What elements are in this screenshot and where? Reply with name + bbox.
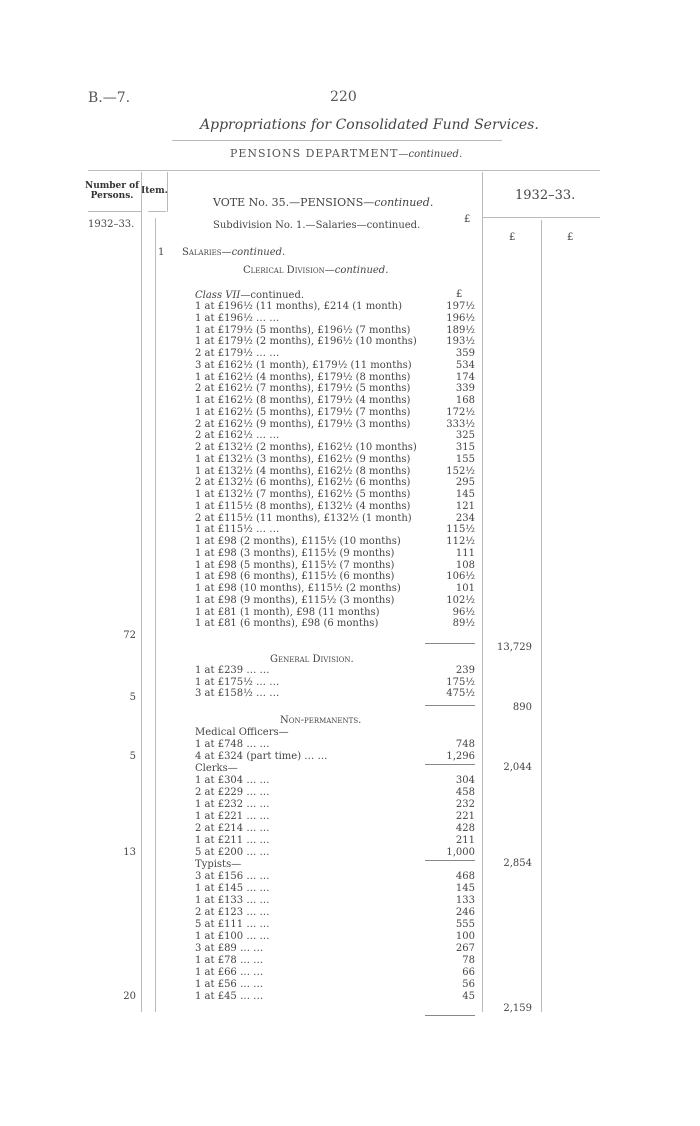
row-description: 3 at £156 … … (195, 871, 270, 882)
class-vii-row (195, 442, 475, 454)
row-amount: 145 (455, 883, 475, 894)
typist-row (195, 883, 475, 895)
class-vii-row (195, 560, 475, 572)
row-description: 1 at £98 (3 months), £115½ (9 months) (195, 547, 395, 559)
typist-row (195, 943, 475, 955)
row-description: 1 at £179½ (5 months), £196½ (7 months) (195, 324, 411, 336)
item-number: 1 (158, 247, 165, 258)
row-description: 1 at £81 (6 months), £98 (6 months) (195, 618, 379, 630)
row-amount: 66 (462, 967, 475, 978)
row-amount: 78 (462, 955, 475, 966)
row-description: 1 at £98 (5 months), £115½ (7 months) (195, 559, 395, 571)
medical-officers-heading: Medical Officers— (195, 727, 289, 738)
persons-column-rule (141, 172, 142, 1012)
clerk-row (195, 799, 475, 811)
row-amount: 555 (455, 919, 475, 930)
row-amount: 1,000 (446, 847, 475, 858)
vote-heading: VOTE No. 35.—PENSIONS—continued. (213, 196, 434, 209)
clerk-row (195, 787, 475, 799)
row-amount: 458 (455, 787, 475, 798)
persons-column-header: Number of Persons. (84, 181, 140, 201)
table-top-rule (88, 170, 600, 171)
class-vii-row (195, 360, 475, 372)
class-vii-row (195, 372, 475, 384)
row-amount: 211 (455, 835, 475, 846)
row-amount: 197½ (446, 301, 475, 312)
year-column-rule (482, 172, 483, 1012)
class-vii-row (195, 395, 475, 407)
class-vii-row (195, 536, 475, 548)
persons-year-label: 1932–33. (88, 219, 135, 230)
medical-subtotal-rule (425, 764, 475, 765)
currency-total-label: £ (567, 232, 574, 243)
row-description: 1 at £162½ (5 months), £179½ (7 months) (195, 406, 411, 418)
row-amount: 112½ (446, 536, 475, 547)
class-vii-row (195, 571, 475, 583)
general-division-row (195, 688, 475, 700)
typist-subtotal-rule (425, 1015, 475, 1016)
general-division-row (195, 665, 475, 677)
class-vii-row (195, 325, 475, 337)
class-vii-heading: Class VII—continued. (195, 290, 305, 301)
document-reference: B.—7. (88, 90, 131, 106)
row-description: 1 at £115½ … … (195, 524, 280, 536)
row-description: 2 at £162½ … … (195, 430, 280, 442)
class-vii-row (195, 595, 475, 607)
typist-row (195, 955, 475, 967)
row-amount: 152½ (446, 465, 475, 477)
clerk-persons: 13 (123, 847, 136, 858)
row-description: 2 at £214 … … (195, 823, 270, 834)
row-amount: 168 (455, 395, 475, 406)
row-description: 2 at £132½ (2 months), £162½ (10 months) (195, 442, 417, 453)
item-column-header: Item. (141, 186, 168, 196)
general-division-heading: General Division. (270, 654, 354, 665)
row-amount: 115½ (446, 524, 475, 536)
class-vii-row (195, 383, 475, 395)
row-description: 3 at £162½ (1 month), £179½ (11 months) (195, 359, 412, 371)
row-amount: 534 (455, 359, 475, 371)
title-rule (172, 140, 502, 141)
year-header-rule (482, 217, 600, 218)
row-amount: 100 (455, 931, 475, 942)
row-description: 1 at £748 … … (195, 739, 270, 750)
row-amount: 155 (455, 453, 475, 465)
row-amount: 221 (455, 811, 475, 822)
class-vii-row (195, 583, 475, 595)
row-description: 1 at £132½ (3 months), £162½ (9 months) (195, 453, 411, 465)
row-description: 2 at £132½ (6 months), £162½ (6 months) (195, 477, 411, 489)
class-vii-row (195, 477, 475, 489)
clerk-row (195, 835, 475, 847)
class-vii-row (195, 607, 475, 619)
row-description: 1 at £66 … … (195, 967, 264, 978)
clerk-subtotal-rule (425, 860, 475, 861)
row-amount: 295 (455, 477, 475, 489)
class-vii-row (195, 501, 475, 513)
row-amount: 96½ (452, 606, 475, 618)
class-vii-row (195, 618, 475, 630)
class-vii-row (195, 524, 475, 536)
row-description: 1 at £133 … … (195, 895, 270, 906)
clerical-division-heading: Clerical Division—continued. (243, 265, 389, 276)
salaries-heading: Salaries—continued. (182, 247, 286, 258)
general-subtotal-rule (425, 705, 475, 706)
typist-row (195, 871, 475, 883)
row-description: 3 at £158½ … … (195, 688, 280, 699)
row-description: 2 at £162½ (9 months), £179½ (3 months) (195, 418, 411, 430)
row-description: 1 at £98 (9 months), £115½ (3 months) (195, 594, 395, 606)
row-amount: 315 (455, 442, 475, 453)
row-description: 1 at £98 (10 months), £115½ (2 months) (195, 583, 401, 594)
currency-class-label: £ (456, 289, 463, 300)
row-description: 1 at £56 … … (195, 979, 264, 990)
page-number: 220 (330, 89, 357, 105)
row-amount: 339 (455, 383, 475, 395)
year-column-header: 1932–33. (515, 188, 576, 203)
row-description: 1 at £132½ (7 months), £162½ (5 months) (195, 489, 411, 500)
non-permanents-heading: Non-permanents. (280, 715, 362, 726)
typist-total: 2,159 (503, 1003, 532, 1014)
class-vii-row (195, 313, 475, 325)
class-total: 13,729 (497, 642, 532, 653)
item-header-vrule (167, 172, 168, 212)
clerk-row (195, 847, 475, 859)
row-amount: 189½ (446, 324, 475, 336)
row-amount: 333½ (446, 418, 475, 430)
class-subtotal-rule (425, 643, 475, 644)
medical-total: 2,044 (503, 762, 532, 773)
class-vii-row (195, 430, 475, 442)
class-vii-row (195, 301, 475, 313)
row-amount: 121 (455, 500, 475, 512)
row-description: 1 at £179½ (2 months), £196½ (10 months) (195, 336, 417, 348)
row-amount: 267 (455, 943, 475, 954)
row-description: 1 at £162½ (8 months), £179½ (4 months) (195, 395, 411, 406)
class-vii-row (195, 336, 475, 348)
row-description: 1 at £221 … … (195, 811, 270, 822)
total-column-rule (541, 220, 542, 1012)
class-vii-row (195, 513, 475, 525)
row-description: 1 at £145 … … (195, 883, 270, 894)
class-vii-row (195, 419, 475, 431)
row-amount: 108 (455, 559, 475, 571)
row-description: 1 at £232 … … (195, 799, 270, 810)
row-description: 1 at £98 (2 months), £115½ (10 months) (195, 536, 401, 547)
row-amount: 748 (455, 739, 475, 750)
typist-persons: 20 (123, 991, 136, 1002)
row-amount: 89½ (452, 618, 475, 630)
row-description: 2 at £115½ (11 months), £132½ (1 month) (195, 512, 412, 524)
row-description: 2 at £123 … … (195, 907, 270, 918)
row-amount: 56 (462, 979, 475, 990)
row-description: 1 at £98 (6 months), £115½ (6 months) (195, 571, 395, 583)
clerk-row (195, 823, 475, 835)
general-total: 890 (512, 702, 532, 713)
row-amount: 239 (455, 665, 475, 676)
row-amount: 172½ (446, 406, 475, 418)
row-amount: 468 (455, 871, 475, 882)
class-vii-row (195, 454, 475, 466)
persons-header-rule (88, 211, 142, 212)
row-amount: 106½ (446, 571, 475, 583)
typist-row (195, 895, 475, 907)
row-description: 2 at £179½ … … (195, 348, 280, 359)
row-description: 5 at £200 … … (195, 847, 270, 858)
row-description: 1 at £175½ … … (195, 676, 280, 688)
department-heading: PENSIONS DEPARTMENT—continued. (230, 147, 463, 160)
row-amount: 234 (455, 512, 475, 524)
row-description: 2 at £229 … … (195, 787, 270, 798)
general-division-row (195, 677, 475, 689)
row-amount: 101 (455, 583, 475, 594)
row-description: 1 at £304 … … (195, 775, 270, 786)
row-description: 4 at £324 (part time) … … (195, 750, 328, 762)
row-amount: 359 (455, 348, 475, 359)
row-description: 1 at £100 … … (195, 931, 270, 942)
item-column-rule (155, 218, 156, 1012)
row-amount: 232 (455, 799, 475, 810)
currency-subtotal-label: £ (509, 232, 516, 243)
row-amount: 174 (455, 371, 475, 383)
typists-heading: Typists— (195, 859, 242, 870)
row-amount: 45 (462, 991, 475, 1002)
row-description: 1 at £162½ (4 months), £179½ (8 months) (195, 371, 411, 383)
subdivision-heading: Subdivision No. 1.—Salaries—continued. (213, 220, 421, 231)
row-amount: 111 (455, 547, 475, 559)
class-vii-row (195, 407, 475, 419)
typist-row (195, 919, 475, 931)
row-description: 1 at £239 … … (195, 665, 270, 676)
row-description: 1 at £78 … … (195, 955, 264, 966)
clerks-heading: Clerks— (195, 763, 238, 774)
medical-officer-row (195, 739, 475, 751)
row-description: 1 at £196½ (11 months), £214 (1 month) (195, 301, 402, 312)
row-amount: 475½ (446, 688, 475, 699)
row-description: 1 at £211 … … (195, 835, 270, 846)
clerk-row (195, 811, 475, 823)
row-amount: 325 (455, 430, 475, 442)
row-description: 1 at £115½ (8 months), £132½ (4 months) (195, 500, 411, 512)
row-amount: 193½ (446, 336, 475, 348)
class-vii-row (195, 489, 475, 501)
row-amount: 428 (455, 823, 475, 834)
class-vii-row (195, 548, 475, 560)
typist-row (195, 907, 475, 919)
medical-persons: 5 (129, 751, 136, 762)
typist-row (195, 931, 475, 943)
row-description: 5 at £111 … … (195, 919, 270, 930)
row-description: 3 at £89 … … (195, 943, 264, 954)
row-amount: 133 (455, 895, 475, 906)
row-amount: 246 (455, 907, 475, 918)
typist-row (195, 967, 475, 979)
page-title: Appropriations for Consolidated Fund Services. (200, 117, 539, 133)
row-description: 1 at £81 (1 month), £98 (11 months) (195, 606, 380, 618)
row-amount: 102½ (446, 594, 475, 606)
currency-detail-label: £ (464, 214, 471, 225)
typist-row (195, 991, 475, 1003)
clerk-total: 2,854 (503, 858, 532, 869)
row-amount: 196½ (446, 312, 475, 324)
row-amount: 1,296 (446, 750, 475, 762)
class-vii-row (195, 466, 475, 478)
medical-officer-row (195, 751, 475, 763)
general-persons: 5 (129, 692, 136, 703)
row-description: 1 at £45 … … (195, 991, 264, 1002)
clerk-row (195, 775, 475, 787)
row-description: 2 at £162½ (7 months), £179½ (5 months) (195, 383, 411, 395)
item-header-rule (148, 211, 166, 212)
row-amount: 175½ (446, 676, 475, 688)
class-persons: 72 (123, 630, 136, 641)
row-amount: 145 (455, 489, 475, 500)
row-description: 1 at £132½ (4 months), £162½ (8 months) (195, 465, 411, 477)
typist-row (195, 979, 475, 991)
row-amount: 304 (455, 775, 475, 786)
row-description: 1 at £196½ … … (195, 312, 280, 324)
class-vii-row (195, 348, 475, 360)
